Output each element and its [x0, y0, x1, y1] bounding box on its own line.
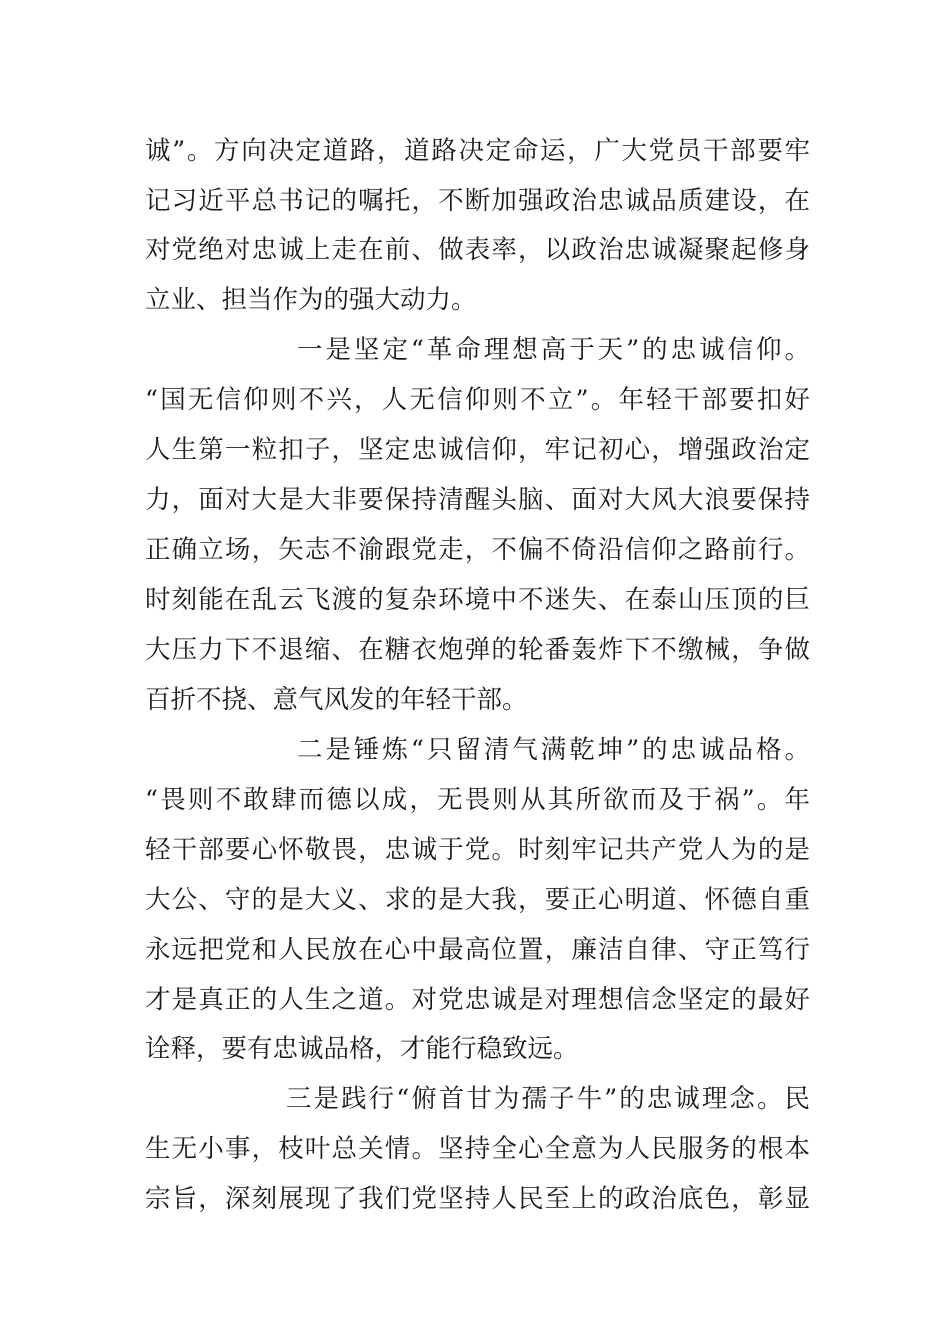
- text-line: 立业、担当作为的强大动力。: [145, 285, 477, 315]
- text-line: 永远把党和人民放在心中最高位置，廉洁自律、守正笃行: [145, 935, 810, 965]
- section-heading: 二是锤炼“只留清气满乾坤”的忠诚品格。: [297, 735, 810, 765]
- text-line: 宗旨，深刻展现了我们党坚持人民至上的政治底色，彰显: [145, 1184, 810, 1214]
- text-line: 人生第一粒扣子，坚定忠诚信仰，牢记初心，增强政治定: [145, 435, 810, 465]
- text-line: 诠释，要有忠诚品格，才能行稳致远。: [145, 1034, 579, 1064]
- text-line: “畏则不敢肆而德以成，无畏则从其所欲而及于祸”。年: [145, 785, 810, 815]
- text-line: 记习近平总书记的嘱托，不断加强政治忠诚品质建设，在: [145, 186, 810, 216]
- text-line: 百折不挠、意气风发的年轻干部。: [145, 685, 528, 715]
- section-heading: 一是坚定“革命理想高于天”的忠诚信仰。: [297, 335, 810, 365]
- text-line: 生无小事，枝叶总关情。坚持全心全意为人民服务的根本: [145, 1134, 810, 1164]
- text-line: 轻干部要心怀敬畏，忠诚于党。时刻牢记共产党人为的是: [145, 835, 810, 865]
- section-heading: 三是践行“俯首甘为孺子牛”的忠诚理念。民: [286, 1084, 810, 1114]
- text-line: 正确立场，矢志不渝跟党走，不偏不倚沿信仰之路前行。: [145, 535, 810, 565]
- text-line: 时刻能在乱云飞渡的复杂环境中不迷失、在泰山压顶的巨: [145, 585, 810, 615]
- text-line: 大公、守的是大义、求的是大我，要正心明道、怀德自重: [145, 885, 810, 915]
- text-line: 对党绝对忠诚上走在前、做表率，以政治忠诚凝聚起修身: [145, 235, 810, 265]
- text-line: 大压力下不退缩、在糖衣炮弹的轮番轰炸下不缴械，争做: [145, 635, 810, 665]
- text-line: 诚”。方向决定道路，道路决定命运，广大党员干部要牢: [145, 136, 810, 166]
- text-line: “国无信仰则不兴，人无信仰则不立”。年轻干部要扣好: [145, 385, 810, 415]
- text-line: 力，面对大是大非要保持清醒头脑、面对大风大浪要保持: [145, 485, 810, 515]
- text-line: 才是真正的人生之道。对党忠诚是对理想信念坚定的最好: [145, 985, 810, 1015]
